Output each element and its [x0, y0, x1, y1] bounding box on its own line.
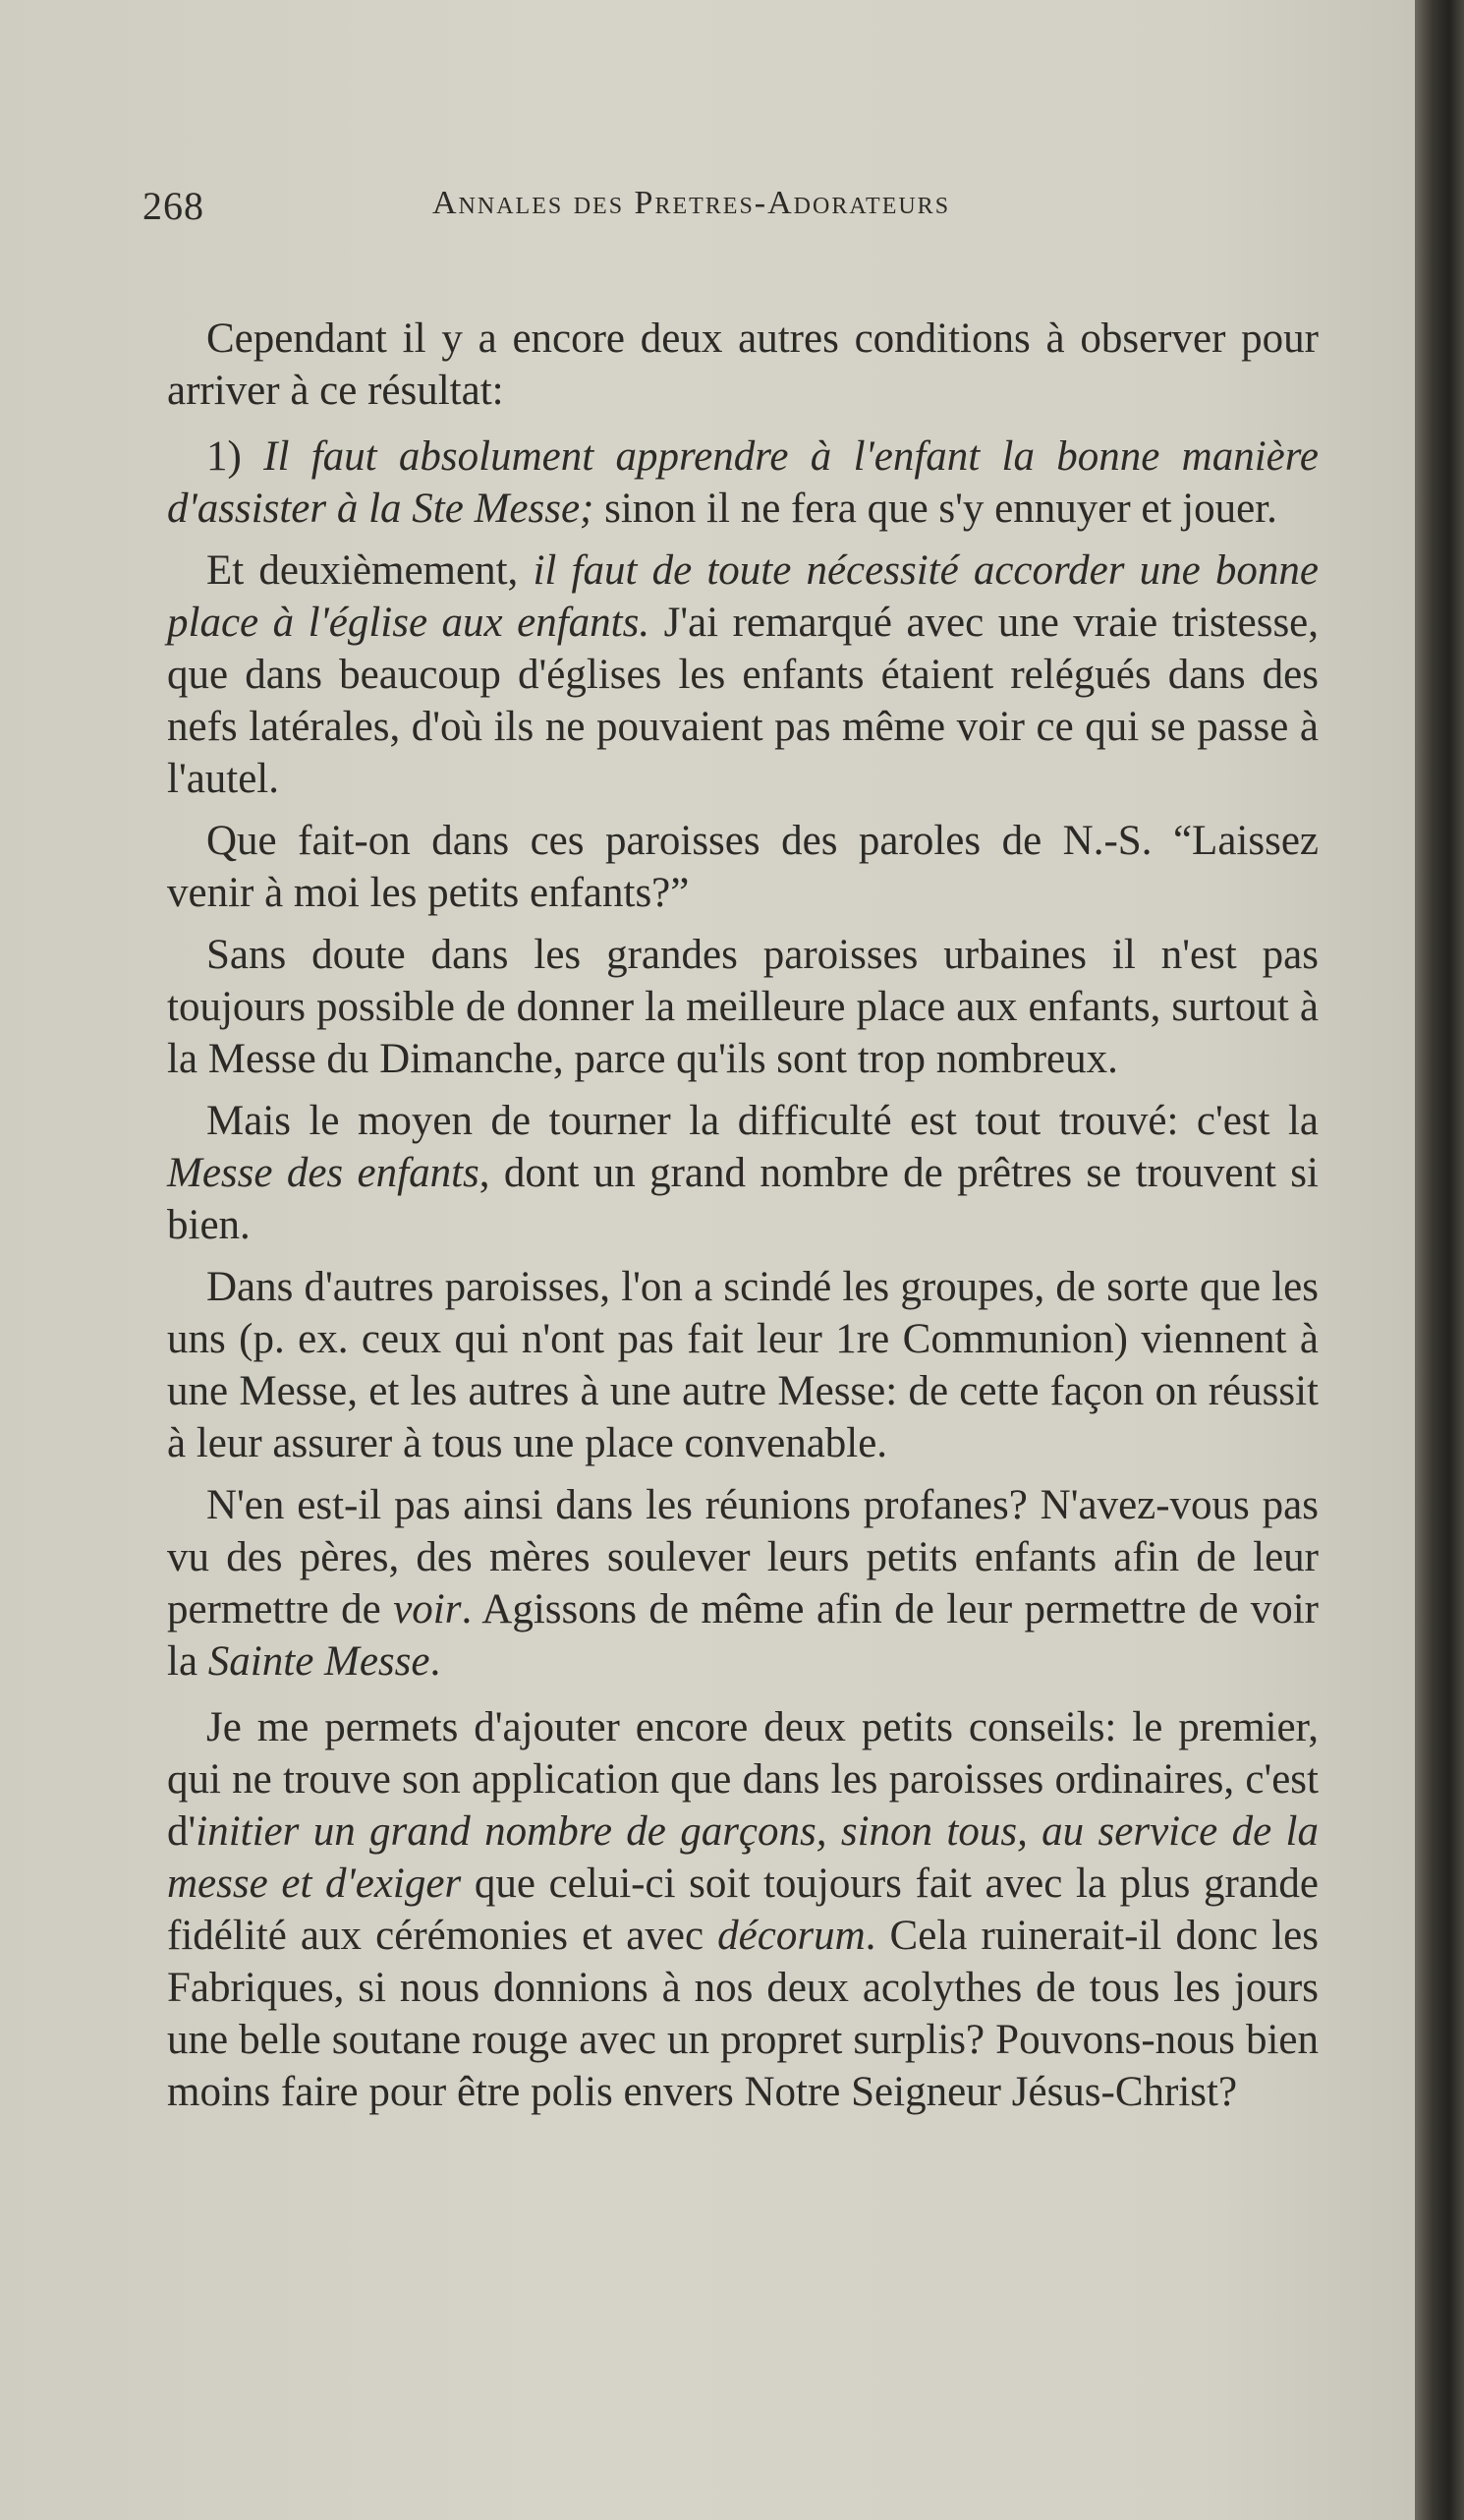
italic-run: Il faut absolument apprendre à l'enfant la bonne manière d'assister à la Ste Messe;	[167, 433, 1319, 532]
text-run: , dont un grand nombre de prêtres se trouvent si bien.	[167, 1150, 1319, 1248]
book-spine-shadow	[1415, 0, 1464, 2520]
text-run: Dans d'autres paroisses, l'on a scindé les groupes, de sorte que les uns (p. ex. ceux qui n'ont pas fait leur 1re Communion) viennent à une Messe, et les autres à une autre Messe: de cette façon on réussit à leur assurer à tous une place convenable.	[167, 1264, 1319, 1466]
italic-run: Messe des enfants	[167, 1150, 479, 1196]
italic-run: voir	[393, 1586, 462, 1632]
paragraph	[167, 1701, 1319, 2118]
body-text	[167, 313, 1319, 2132]
text-run: Et deuxièmement,	[206, 547, 534, 594]
italic-run: initier un grand nombre de garçons, sinon tous, au service de la messe et d'exiger	[167, 1808, 1319, 1907]
paragraph	[167, 313, 1319, 417]
running-title: Annales des Pretres-Adorateurs	[432, 185, 951, 221]
text-run: . Agissons de même afin de leur permettre de voir la	[167, 1586, 1320, 1685]
text-run: J'ai remarqué avec une vraie tristesse, que dans beaucoup d'églises les enfants étaient relégués dans des nefs latérales, d'où ils ne pouvaient pas même voir ce qui se passe à l'autel.	[167, 600, 1320, 802]
text-run: N'en est-il pas ainsi dans les réunions profanes? N'avez-vous pas vu des pères, des mères soulever leurs petits enfants afin de leur permettre de	[167, 1482, 1319, 1632]
text-run: . Cela ruinerait-il donc les Fabriques, si nous donnions à nos deux acolythes de tous les jours une belle soutane rouge avec un propret surplis? Pouvons-nous bien moins faire pour être polis envers Notre Seigneur Jésus-Christ?	[167, 1913, 1319, 2115]
paragraph	[167, 929, 1319, 1085]
text-run: Sans doute dans les grandes paroisses urbaines il n'est pas toujours possible de donner la meilleure place aux enfants, surtout à la Messe du Dimanche, parce qu'ils sont trop nombreux.	[167, 932, 1319, 1082]
page-number: 268	[142, 184, 204, 228]
paragraph	[167, 1095, 1319, 1251]
text-run: 1)	[206, 433, 264, 480]
italic-run: décorum	[717, 1913, 866, 1959]
italic-run: Sainte Messe	[207, 1638, 430, 1685]
text-run: Mais le moyen de tourner la difficulté est tout trouvé: c'est la	[206, 1098, 1319, 1144]
text-run: que celui-ci soit toujours fait avec la plus grande fidélité aux cérémonies et avec	[167, 1861, 1319, 1959]
paragraph	[167, 430, 1319, 535]
paragraph	[167, 1479, 1319, 1688]
text-run: Cependant il y a encore deux autres conditions à observer pour arriver à ce résultat:	[167, 315, 1319, 414]
italic-run: il faut de toute nécessité accorder une bonne place à l'église aux enfants.	[167, 547, 1319, 646]
text-run: Que fait-on dans ces paroisses des paroles de N.-S. “Laissez venir à moi les petits enfants?”	[167, 818, 1319, 916]
paragraph	[167, 1261, 1319, 1469]
page-header	[142, 183, 1322, 232]
text-run: .	[429, 1638, 441, 1685]
text-run: sinon il ne fera que s'y ennuyer et jouer.	[593, 486, 1277, 532]
text-run: Je me permets d'ajouter encore deux petits conseils: le premier, qui ne trouve son application que dans les paroisses ordinaires, c'est d'	[167, 1704, 1319, 1855]
paragraph	[167, 815, 1319, 919]
paragraph	[167, 544, 1319, 805]
